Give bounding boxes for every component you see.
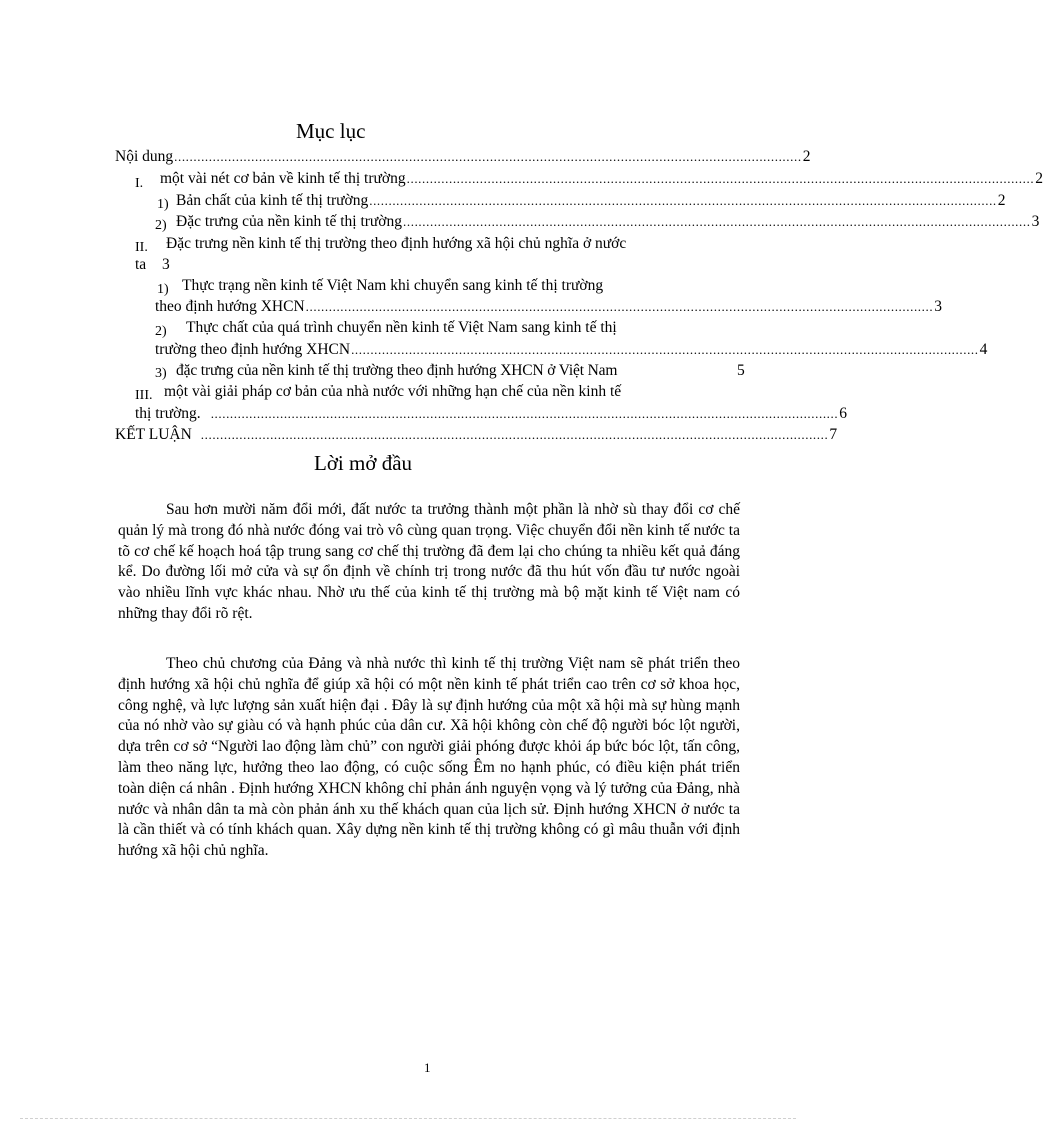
page-bottom-divider xyxy=(20,1118,796,1119)
toc-leader: ................................................................................................................................................................... xyxy=(369,193,997,208)
toc-entry-text: KẾT LUẬN xyxy=(115,426,192,443)
toc-entry-text: Đặc trưng của nền kinh tế thị trường xyxy=(176,213,403,230)
toc-entry-line xyxy=(135,405,847,423)
page-number: 1 xyxy=(424,1060,431,1075)
toc-page-number: 2 xyxy=(802,148,811,165)
toc-entry-i[interactable] xyxy=(160,170,1043,188)
toc-entry-text: Đặc trưng nền kinh tế thị trường theo định hướng xã hội chủ nghĩa ở nước xyxy=(166,235,627,252)
toc-page-number: 3 xyxy=(1031,213,1040,230)
toc-entry-text: Thực chất của quá trình chuyển nền kinh tế Việt Nam sang kinh tế thị xyxy=(186,319,617,336)
toc-entry-i-1[interactable] xyxy=(176,192,1006,210)
toc-entry-number: II. xyxy=(135,240,148,255)
toc-entry-line xyxy=(155,298,942,316)
toc-leader: ................................................................................................................................................................... xyxy=(351,342,979,357)
toc-page-number: 6 xyxy=(839,405,847,422)
toc-page-number: 5 xyxy=(737,362,745,379)
toc-entry-number: 2) xyxy=(155,324,167,339)
toc-entry-text: Nội dung xyxy=(115,148,174,165)
toc-entry-text: đặc trưng của nền kinh tế thị trường theo định hướng XHCN ở Việt Nam xyxy=(176,362,618,379)
toc-entry-continuation: thị trường. xyxy=(135,405,201,422)
toc-entry-text: một vài nét cơ bản về kinh tế thị trường xyxy=(160,170,406,187)
toc-entry-text: một vài giải pháp cơ bản của nhà nước với những hạn chế của nền kinh tế xyxy=(164,383,622,400)
toc-entry-continuation: trường theo định hướng XHCN xyxy=(155,341,351,358)
toc-leader: ................................................................................................................................................................... xyxy=(403,214,1031,229)
toc-leader: ................................................................................................................................................................... xyxy=(174,149,802,164)
toc-entry-ket-luan[interactable] xyxy=(115,426,838,444)
toc-entry-number: 1) xyxy=(157,197,169,212)
toc-page-number: 2 xyxy=(1035,170,1043,187)
toc-entry-text: Bản chất của kinh tế thị trường xyxy=(176,192,369,209)
toc-title: Mục lục xyxy=(296,119,366,143)
toc-leader: ................................................................................................................................................................... xyxy=(200,427,829,442)
intro-body xyxy=(118,500,740,625)
toc-entry-continuation: theo định hướng XHCN xyxy=(155,298,305,315)
toc-page-number: 2 xyxy=(997,192,1006,209)
toc-leader: ................................................................................................................................................................... xyxy=(305,299,934,314)
toc-leader: ................................................................................................................................................................... xyxy=(406,171,1035,186)
toc-entry-number: III. xyxy=(135,388,153,403)
toc-page-number: 7 xyxy=(829,426,838,443)
toc-entry-number: 3) xyxy=(155,366,167,381)
toc-entry-noi-dung[interactable] xyxy=(115,148,811,166)
intro-title: Lời mở đầu xyxy=(314,451,413,475)
toc-entry-text: Thực trạng nền kinh tế Việt Nam khi chuyển sang kinh tế thị trường xyxy=(182,277,604,294)
toc-entry-number: I. xyxy=(135,176,144,191)
toc-leader: ................................................................................................................................................................... xyxy=(210,406,839,421)
toc-page-number: 3 xyxy=(934,298,942,315)
toc-entry-number: 2) xyxy=(155,218,167,233)
toc-entry-line xyxy=(155,341,988,359)
toc-page-number: 3 xyxy=(162,256,170,273)
toc-entry-i-2[interactable] xyxy=(176,213,1040,231)
toc-entry-continuation: ta xyxy=(135,256,147,273)
intro-body-2 xyxy=(118,654,740,862)
intro-paragraph-2: Theo chủ chương của Đảng và nhà nước thì kinh tế thị trường Việt nam sẽ phát triển theo định hướng xã hội chủ nghĩa để giúp xã hội có một nền kinh tế phát triển cao trên cơ sở khoa học, công nghệ, và lực lượng sản xuất hiện đại . Đây là sự định hướng của một xã hội mà sự hùng mạnh của nó nhờ vào sự giàu có và hạnh phúc của dân cư. Xã hội không còn chế độ người bóc lột người, dựa trên cơ sở “Người lao động làm chủ” con người giải phóng được khỏi áp bức bóc lột, tấn công, làm theo năng lực, hưởng theo lao động, có cuộc sống Êm no hạnh phúc, có điều kiện phát triển toàn diện cá nhân . Định hướng XHCN không chỉ phản ánh nguyện vọng và lý tưởng của Đảng, nhà nước và nhân dân ta mà còn phản ánh xu thế khách quan của lịch sử. Định hướng XHCN ở nước ta là cần thiết và có tính khách quan. Xây dựng nền kinh tế thị trường không có gì mâu thuẫn với định hướng xã hội chủ nghĩa. xyxy=(118,655,740,860)
toc-page-number: 4 xyxy=(979,341,988,358)
intro-paragraph-1: Sau hơn mười năm đổi mới, đất nước ta trưởng thành một phần là nhờ sù thay đổi cơ chế quản lý mà trong đó nhà nước đóng vai trò vô cùng quan trọng. Việc chuyển đổi nền kinh tế nước ta tõ cơ chế kế hoạch hoá tập trung sang cơ chế thị trường đã đem lại cho chúng ta nhiều kết quả đáng kể. Do đường lối mở cửa và sự ổn định về chính trị trong nước đã thu hút vốn đầu tư nước ngoài vào nhiều lĩnh vực khác nhau. Nhờ ưu thế của kinh tế thị trường mà bộ mặt kinh tế Việt nam có những thay đổi rõ rệt. xyxy=(118,501,740,622)
toc-entry-number: 1) xyxy=(157,282,169,297)
